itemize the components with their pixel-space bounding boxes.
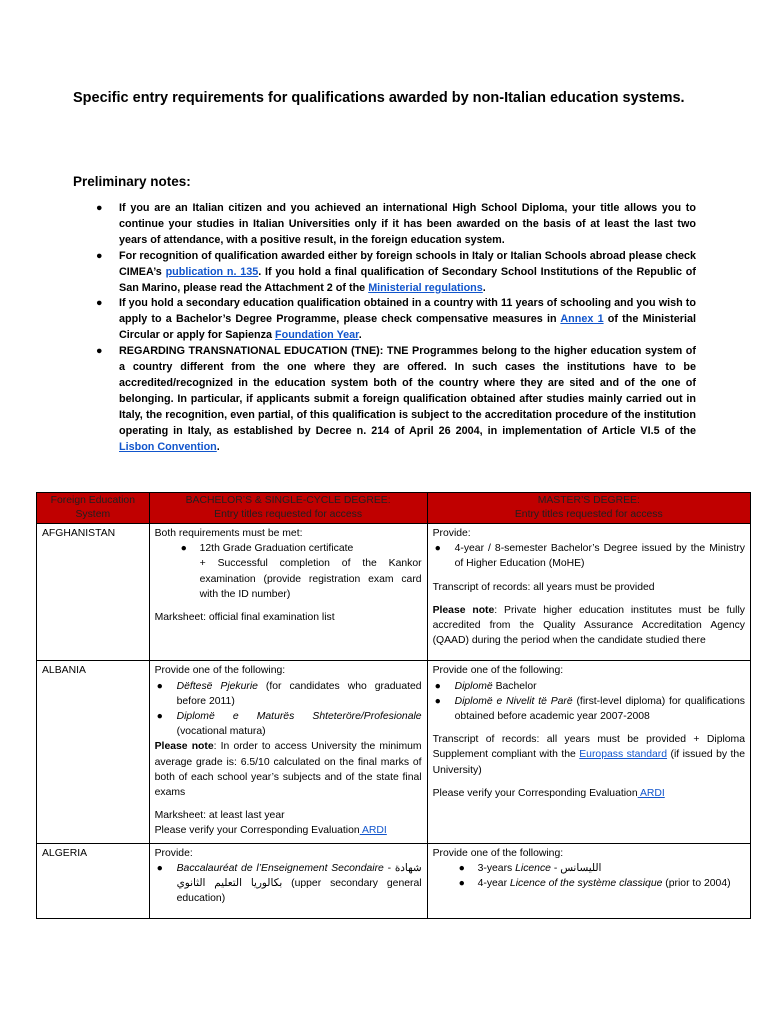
bullet: ● [458,862,465,874]
list-item [433,861,745,876]
cell-text [433,786,745,801]
list-item [433,876,745,891]
table-header-row [37,493,751,524]
transcript-text: (if issued by the University) [432,749,745,776]
requirement-list [433,679,745,725]
bullet: ● [458,878,465,890]
bullet: ● [434,543,441,555]
item-text: (upper secondary general education) [176,878,422,905]
header-text: MASTER’S DEGREE: [537,495,640,506]
cell-text: Provide: [432,528,471,539]
cell-text: Provide one of the following: [154,665,286,677]
note-text: For recognition of qualification awarded either by foreign schools in Italy or Italian Schools abroad please check CIMEA’s [119,249,696,278]
bullet: ● [156,711,163,723]
ministerial-regulations-link[interactable]: Ministerial regulations [368,281,483,294]
requirement-list [155,679,422,740]
item-text: Diplomë e Maturës Shteteröre/Profesionale [176,711,422,723]
master-cell [427,843,750,919]
bullet: ● [156,862,163,874]
arabic-text: الليسانس [560,862,602,874]
header-text: Foreign Education System [50,495,135,520]
transcript-text: Transcript of records: all years must be provided + Diploma Supplement compliant with the [432,734,745,761]
bullet: ● [96,249,103,262]
list-item [155,679,422,709]
item-text: Diplomë [454,680,493,692]
note-text: If you hold a secondary education qualification obtained in a country with 11 years of schooling and you wish to apply to a Bachelor’s Degree Programme, please check compensative measures in [119,297,696,326]
header-text: Entry titles requested for access [214,509,363,520]
item-text: (vocational matura) [176,726,266,738]
item-text: 4-year [477,878,510,890]
lisbon-convention-link[interactable]: Lisbon Convention [119,440,217,453]
header-text: BACHELOR’S & SINGLE-CYCLE DEGREE: [185,495,391,506]
table-row [37,524,751,661]
verify-text: Please verify your Corresponding Evaluation [432,787,638,799]
list-item [155,709,422,739]
item-text: Dëftesë Pjekurie [176,680,258,692]
bullet: ● [96,345,103,358]
ardi-link[interactable]: ARDI [359,825,387,837]
note-text: . [216,440,220,453]
note-label: Please note [432,604,495,616]
verify-text: Please verify your Corresponding Evaluation [154,825,360,837]
country-name: ALBANIA [37,661,150,843]
country-name: ALGERIA [37,843,150,919]
master-cell [427,524,750,661]
cell-text: Marksheet: official final examination list [154,612,335,624]
header-bachelor [149,493,427,524]
note-text: . [482,281,486,294]
cell-text: Both requirements must be met: [154,528,303,539]
item-text: 12th Grade Graduation certificate [199,543,354,555]
cell-text [433,603,745,649]
item-text: Diplomë e Nivelit të Parë [454,695,573,707]
bullet: ● [96,297,103,310]
cell-text: Provide one of the following: [432,847,564,859]
requirements-table [36,492,751,919]
item-text: - [550,862,561,874]
cell-text: + Successful completion of the Kankor examination (provide registration exam card with the ID number) [199,558,422,600]
note-item [96,249,696,297]
foundation-year-link[interactable]: Foundation Year [275,329,359,342]
country-name: AFGHANISTAN [37,524,150,661]
page-title: Specific entry requirements for qualifications awarded by non-Italian education systems. [73,90,685,106]
europass-standard-link[interactable]: Europass standard [579,749,668,761]
note-item [96,296,696,344]
preliminary-notes-list [96,201,696,456]
bachelor-cell [149,661,427,843]
item-text: (for candidates who graduated before 2011) [176,680,422,707]
cell-text [155,823,422,838]
bullet: ● [180,543,187,555]
bullet: ● [96,202,103,214]
requirement-list [433,861,745,891]
list-item [433,679,745,694]
table-row [37,843,751,919]
note-text: If you are an Italian citizen and you achieved an international High School Diploma, your title allows you to continue your studies in Italian Universities only if it has been awarded on the basis of at least the last two years of attendance, with a positive result, in the foreign education system. [119,202,696,246]
table-row [37,661,751,843]
requirement-list [155,541,422,556]
list-item [155,861,422,907]
cell-text: Transcript of records: all years must be provided [432,581,655,593]
note-label: Please note [154,741,214,753]
bachelor-cell [149,843,427,919]
bullet: ● [434,680,441,692]
bullet: ● [156,680,163,692]
master-cell [427,661,750,843]
ardi-link[interactable]: ARDI [637,787,665,799]
item-text: (prior to 2004) [662,878,731,890]
note-text: : In order to access University the minimum average grade is: 6.5/10 calculated on the final marks of both of each school year’s subjects and of the state final exams [154,741,422,799]
publication-135-link[interactable]: publication n. 135 [165,265,259,278]
annex-1-link[interactable]: Annex 1 [560,313,604,326]
item-text: Baccalauréat de l’Enseignement Secondaire [176,862,384,874]
note-text: . [358,329,362,342]
header-master [427,493,750,524]
note-text: : Private higher education institutes must be fully accredited from the Quality Assurance Accreditation Agency (QAAD) during the period when the candidate studied there [432,604,745,647]
cell-text [155,739,422,800]
note-item [96,344,696,455]
cell-text [433,732,745,778]
cell-text: Provide: [154,847,193,859]
arabic-text: شهادة بكالوريا التعليم الثانوي [176,862,422,890]
note-text: of the Ministerial Circular or apply for Sapienza [119,313,696,342]
cell-text: Marksheet: at least last year [154,810,285,822]
note-text: REGARDING TRANSNATIONAL EDUCATION (TNE): TNE Programmes belong to the higher education system of a country different from the one where they are offered. In such cases the institutions have to be accredited/recognized in the education system both of the country where they are sited and of the one of belonging. In particular, if applicants submit a foreign qualification obtained after studies mainly carried out in Italy, the recognition, even partial, of this qualification is subject to the accreditation procedure of the institution operating in Italy, as established by Decree n. 214 of April 26 2004, in implementation of Article VI.5 of the [119,345,696,437]
item-text: - [383,862,395,874]
preliminary-heading: Preliminary notes: [73,174,191,189]
header-foreign-system [37,493,150,524]
item-text: 3-years [477,862,516,874]
cell-text: Provide one of the following: [432,665,564,677]
requirement-list [433,541,745,571]
item-text: 4-year / 8-semester Bachelor’s Degree issued by the Ministry of Higher Education (MoHE) [454,543,745,570]
item-text: (first-level diploma) for qualifications obtained before academic year 2007-2008 [454,695,746,723]
list-item [433,541,745,571]
header-text: Entry titles requested for access [514,509,663,520]
requirement-list [155,861,422,907]
item-text: Bachelor [492,680,537,692]
note-text: . If you hold a final qualification of Secondary School Institutions of the Republic of San Marino, please read the Attachment 2 of the [119,265,696,294]
list-item [433,694,745,724]
note-item [96,201,696,249]
item-text: Licence of the système classique [509,878,663,890]
bachelor-cell [149,524,427,661]
item-text: Licence [515,862,551,874]
bullet: ● [434,695,441,707]
list-item [155,541,422,556]
